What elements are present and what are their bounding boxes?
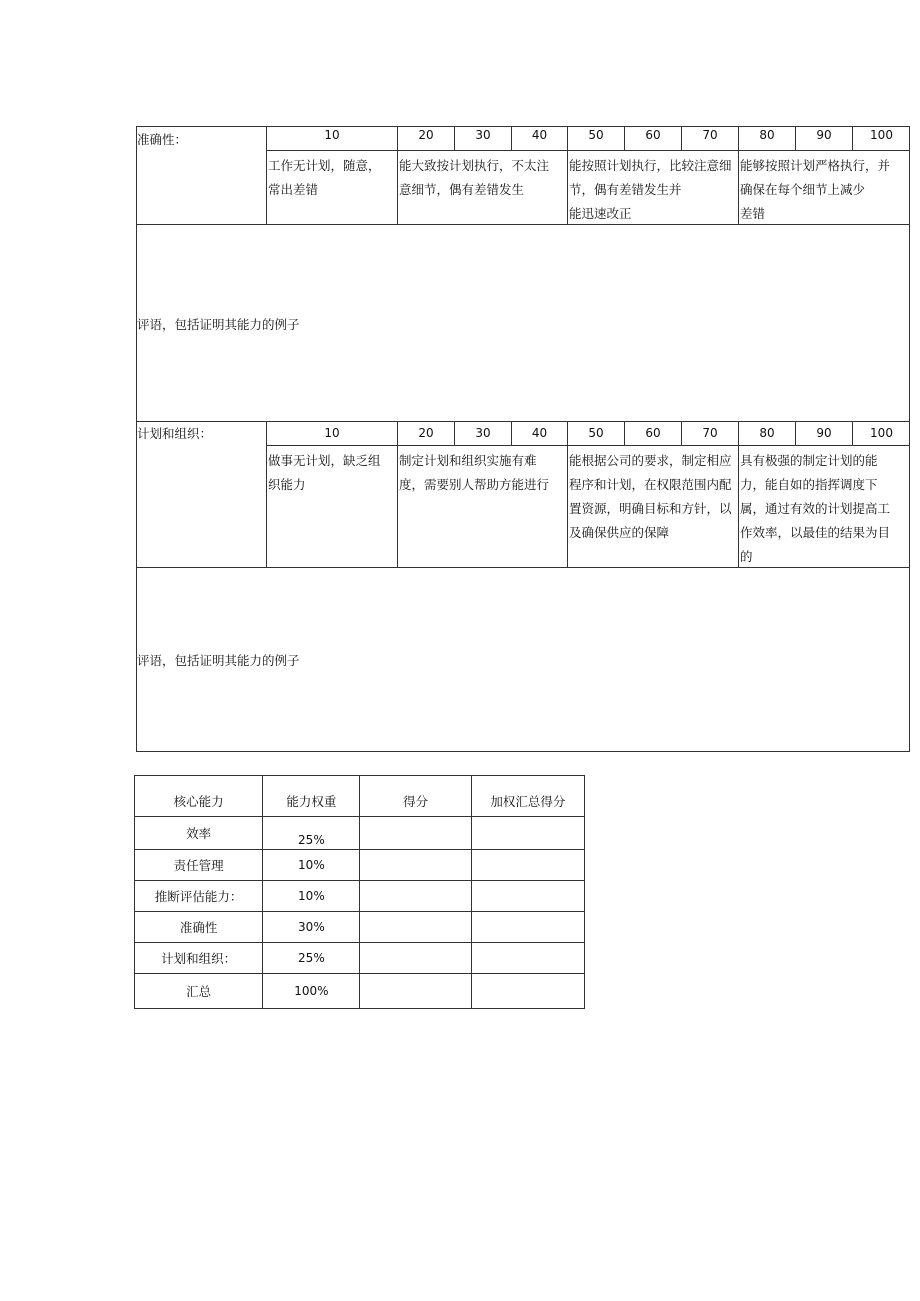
row-weighted-cell[interactable] <box>471 974 584 1009</box>
row-weight: 10% <box>263 850 360 881</box>
table-row <box>135 881 585 912</box>
accuracy-desc-level3 <box>568 154 732 226</box>
row-score-cell[interactable] <box>360 881 471 912</box>
row-weighted-cell[interactable] <box>471 881 584 912</box>
accuracy-comment-label: 评语，包括证明其能力的例子 <box>137 317 300 332</box>
accuracy-desc-level1 <box>267 154 381 202</box>
accuracy-score-50[interactable]: 50 <box>588 128 604 142</box>
planning-desc-level3 <box>568 449 732 545</box>
header-score: 得分 <box>360 776 471 817</box>
desc-line: 意细节，偶有差错发生 <box>399 182 525 197</box>
planning-comment-area[interactable] <box>137 568 909 751</box>
planning-score-row-line <box>266 445 910 446</box>
row-name: 准确性 <box>135 912 263 943</box>
row-name: 推断评估能力： <box>135 881 263 912</box>
table-row <box>135 817 585 850</box>
accuracy-score-70[interactable]: 70 <box>702 128 718 142</box>
table-row <box>135 943 585 974</box>
accuracy-score-60[interactable]: 60 <box>645 128 661 142</box>
desc-line: 作效率，以最佳的结果为目 <box>740 525 891 540</box>
accuracy-score-80[interactable]: 80 <box>759 128 775 142</box>
planning-desc-level2 <box>398 449 549 497</box>
desc-line: 常出差错 <box>268 182 319 197</box>
summary-header-row <box>135 776 585 817</box>
planning-desc-level4 <box>739 449 890 569</box>
accuracy-score-30[interactable]: 30 <box>475 128 491 142</box>
planning-score-70[interactable]: 70 <box>702 426 718 440</box>
row-score-cell[interactable] <box>360 943 471 974</box>
desc-line: 具有极强的制定计划的能 <box>740 453 878 468</box>
desc-line: 能根据公司的要求，制定相应 <box>569 453 732 468</box>
accuracy-desc-level4 <box>739 154 890 226</box>
planning-score-10[interactable]: 10 <box>324 426 340 440</box>
planning-score-30[interactable]: 30 <box>475 426 491 440</box>
desc-line: 能够按照计划严格执行，并 <box>740 158 891 173</box>
table-row <box>135 850 585 881</box>
planning-label: 计划和组织： <box>137 426 213 441</box>
header-weight: 能力权重 <box>263 776 360 817</box>
desc-line: 程序和计划，在权限范围内配 <box>569 477 732 492</box>
row-name: 计划和组织： <box>135 943 263 974</box>
row-score-cell[interactable] <box>360 817 471 850</box>
desc-line: 的 <box>740 549 753 564</box>
desc-line: 及确保供应的保障 <box>569 525 670 540</box>
accuracy-score-row-line <box>266 150 910 151</box>
desc-line: 能按照计划执行，比较注意细 <box>569 158 732 173</box>
desc-line: 力，能自如的指挥调度下 <box>740 477 878 492</box>
planning-score-100[interactable]: 100 <box>870 426 893 440</box>
desc-line: 做事无计划，缺乏组 <box>268 453 381 468</box>
planning-score-80[interactable]: 80 <box>759 426 775 440</box>
row-score-cell[interactable] <box>360 912 471 943</box>
row-weight: 30% <box>263 912 360 943</box>
planning-desc-level1 <box>267 449 381 497</box>
desc-line: 度，需要别人帮助方能进行 <box>399 477 550 492</box>
row-weight: 100% <box>263 974 360 1009</box>
accuracy-label: 准确性： <box>137 132 188 147</box>
desc-line: 能大致按计划执行，不太注 <box>399 158 550 173</box>
row-weighted-cell[interactable] <box>471 850 584 881</box>
planning-score-60[interactable]: 60 <box>645 426 661 440</box>
planning-score-40[interactable]: 40 <box>531 426 548 440</box>
desc-line: 织能力 <box>268 477 306 492</box>
desc-line: 节，偶有差错发生并 <box>569 182 682 197</box>
row-name: 效率 <box>135 817 263 850</box>
row-weighted-cell[interactable] <box>471 943 584 974</box>
row-name: 责任管理 <box>135 850 263 881</box>
row-weight: 25% <box>263 817 360 850</box>
desc-line: 工作无计划，随意， <box>268 158 381 173</box>
planning-score-20[interactable]: 20 <box>418 426 434 440</box>
accuracy-score-40[interactable]: 40 <box>531 128 548 142</box>
table-row <box>135 974 585 1009</box>
planning-score-50[interactable]: 50 <box>588 426 604 440</box>
desc-line: 置资源，明确目标和方针，以 <box>569 501 732 516</box>
desc-line: 能迅速改正 <box>569 206 632 221</box>
accuracy-desc-level2 <box>398 154 549 202</box>
summary-table <box>134 775 585 1009</box>
row-weighted-cell[interactable] <box>471 912 584 943</box>
planning-score-90[interactable]: 90 <box>816 426 832 440</box>
accuracy-comment-area[interactable] <box>137 225 909 421</box>
row-weighted-cell[interactable] <box>471 817 584 850</box>
accuracy-score-10[interactable]: 10 <box>324 128 340 142</box>
header-core-ability: 核心能力 <box>135 776 263 817</box>
row-name: 汇总 <box>135 974 263 1009</box>
planning-comment-label: 评语，包括证明其能力的例子 <box>137 653 300 668</box>
desc-line: 差错 <box>740 206 766 221</box>
accuracy-score-100[interactable]: 100 <box>870 128 893 142</box>
table-row <box>135 912 585 943</box>
row-score-cell[interactable] <box>360 850 471 881</box>
row-score-cell[interactable] <box>360 974 471 1009</box>
desc-line: 属，通过有效的计划提高工 <box>740 501 891 516</box>
desc-line: 制定计划和组织实施有难 <box>399 453 537 468</box>
row-weight: 25% <box>263 943 360 974</box>
row-weight: 10% <box>263 881 360 912</box>
accuracy-score-20[interactable]: 20 <box>418 128 434 142</box>
desc-line: 确保在每个细节上减少 <box>740 182 866 197</box>
accuracy-score-90[interactable]: 90 <box>816 128 832 142</box>
header-weighted-score: 加权汇总得分 <box>471 776 584 817</box>
